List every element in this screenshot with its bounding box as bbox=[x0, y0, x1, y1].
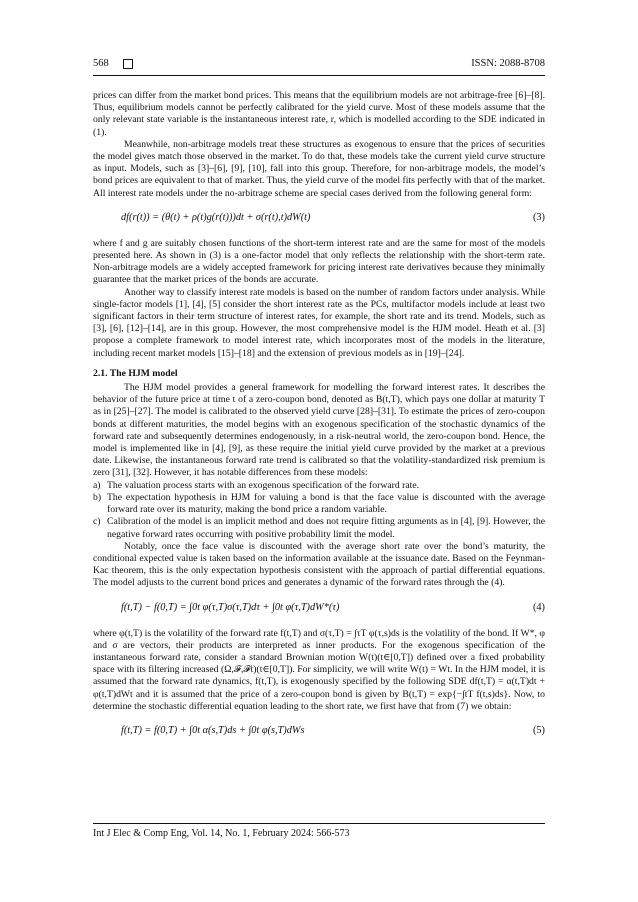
paragraph: prices can differ from the market bond prices. This means that the equilibrium models are not arbitrage-free [6]–[8]. Thus, equilibrium models cannot be perfectly calibrated for the yield curve. Most of these models assume that the only relevant state variable is the instantaneous interest rate, r, which is modelled according to the SDE indicated in (1). bbox=[93, 90, 545, 138]
list-marker: c) bbox=[93, 516, 101, 528]
equation-number: (3) bbox=[532, 211, 545, 223]
list-item-text: The valuation process starts with an exogenous specification of the forward rate. bbox=[107, 479, 420, 491]
list-item-text: Calibration of the model is an implicit method and does not require fitting arguments as in [4], [9]. However, the negative forward rates occurring with positive probability limit the model. bbox=[107, 516, 545, 540]
numbered-list bbox=[93, 480, 545, 541]
journal-citation: Int J Elec & Comp Eng, Vol. 14, No. 1, February 2024: 566-573 bbox=[93, 828, 350, 839]
header-rule bbox=[93, 75, 545, 76]
paragraph: where f and g are suitably chosen functions of the short-term interest rate and are the same for most of the models presented here. As shown in (3) is a one-factor model that only reflects the relationship with the short-term rate. Non-arbitrage models are a widely accepted framework for pricing interest rate derivatives because they minimally guarantee that the market prices of the bonds are accurate. bbox=[93, 237, 545, 286]
equation-body: f(t,T) = f(0,T) + ∫0t α(s,T)ds + ∫0t φ(s,T)dWs bbox=[121, 724, 305, 736]
footer-rule bbox=[93, 823, 545, 824]
paragraph: Notably, once the face value is discounted with the average short rate over the bond’s maturity, the conditional expected value is taken based on the information available at the issuance date. Based on the Feynman-Kac theorem, this is the only expectation hypothesis consistent with the approach of partial differential equations. The model adjusts to the current bond prices and generates a dynamic of the forward rates through the (4). bbox=[93, 540, 545, 589]
equation-5 bbox=[93, 722, 545, 742]
equation-3 bbox=[93, 209, 545, 229]
equation-number: (5) bbox=[532, 724, 545, 736]
list-item-text: The expectation hypothesis in HJM for valuing a bond is that the face value is discounted with the average forward rate over its maturity, making the bond price a random variable. bbox=[107, 491, 545, 516]
equation-4 bbox=[93, 599, 545, 619]
list-item bbox=[93, 492, 545, 516]
main-text bbox=[93, 90, 545, 751]
equation-number: (4) bbox=[532, 601, 545, 613]
paragraph: Another way to classify interest rate models is based on the number of random factors under analysis. While single-factor models [1], [4], [5] consider the short interest rate as the PCs, multifactor models include at least two significant factors in their term structure of interest rates, for example, the short rate and its trend. Models, such as [3], [6], [12]–[14], are in this group. However, the most comprehensive model is the HJM model. Heath et al. [3] propose a complete framework to model interest rate, which incorporates most of the models in the literature, including recent market models [15]–[18] and the extension of previous models as in [19]–[24]. bbox=[93, 286, 545, 359]
section-heading: 2.1. The HJM model bbox=[93, 367, 178, 379]
paragraph: The HJM model provides a general framework for modelling the forward interest rates. It describes the behavior of the future price at time t of a zero-coupon bond, denoted as B(t,T), which pays one dollar at maturity T as in [25]–[27]. The model is calibrated to the observed yield curve [28]–[31]. To estimate the prices of zero-coupon bonds at different maturities, the model begins with an exogenous specification of the stochastic dynamics of the forward rate and subsequently determines endogenously, in a risk-neutral world, the zero-coupon bond. Hence, the model is implemented like in [4], [9], as these require the initial yield curve provided by the market at a previous date. Likewise, the instantaneous forward rate trend is calibrated so that the volatility-standardized risk premium is zero [31], [32]. However, it has notable differences from these models: bbox=[93, 382, 545, 479]
list-marker: a) bbox=[93, 479, 101, 491]
paragraph: Meanwhile, non-arbitrage models treat these structures as exogenous to ensure that the prices of securities the model gives match those observed in the market. To do that, these models take the current yield curve structure as input. Models, such as [3]–[6], [9], [10], fall into this group. Therefore, for non-arbitrage models, the model’s bond prices are equivalent to that of market. Thus, the yield curve of the model fits perfectly with that of the market. All interest rate models under the no-arbitrage scheme are special cases derived from the following general form: bbox=[93, 138, 545, 199]
list-item bbox=[93, 516, 545, 540]
running-header bbox=[93, 58, 545, 72]
equation-body: f(t,T) − f(0,T) = ∫0t φ(τ,T)σ(τ,T)dτ + ∫0t φ(τ,T)dW*(τ) bbox=[121, 601, 340, 613]
paragraph: where φ(t,T) is the volatility of the forward rate f(t,T) and σ(τ,T) = ∫τT φ(τ,s)ds is the volatility of the bond. If W*, φ and σ are vectors, their products are interpreted as inner products. For the exogenous specification of the instantaneous forward rate, consider a standard Brownian motion W(t)(t∈[0,T]) defined over a fixed probability space with its filtering increased (Ω,𝓕,𝓕t)(t∈[0,T]). For simplicity, we will write W(t) = Wt. In the HJM model, it is assumed that the forward rate dynamics, f(t,T), is exogenously specified by the following SDE df(t,T) = α(t,T)dt + φ(t,T)dWt and it is assumed that the price of a zero-coupon bond is given by B(t,T) = exp{−∫tT f(t,s)ds}. Now, to determine the stochastic differential equation leading to the short rate, we first have that from (7) we obtain: bbox=[93, 627, 545, 712]
list-item bbox=[93, 480, 545, 492]
list-marker: b) bbox=[93, 491, 102, 503]
page-number: 568 bbox=[93, 58, 109, 69]
square-icon bbox=[123, 59, 133, 69]
issn-label: ISSN: 2088-8708 bbox=[471, 58, 545, 69]
equation-body: df(r(t)) = (θ(t) + ρ(t)g(r(t)))dt + σ(r(t),t)dW(t) bbox=[121, 211, 311, 223]
